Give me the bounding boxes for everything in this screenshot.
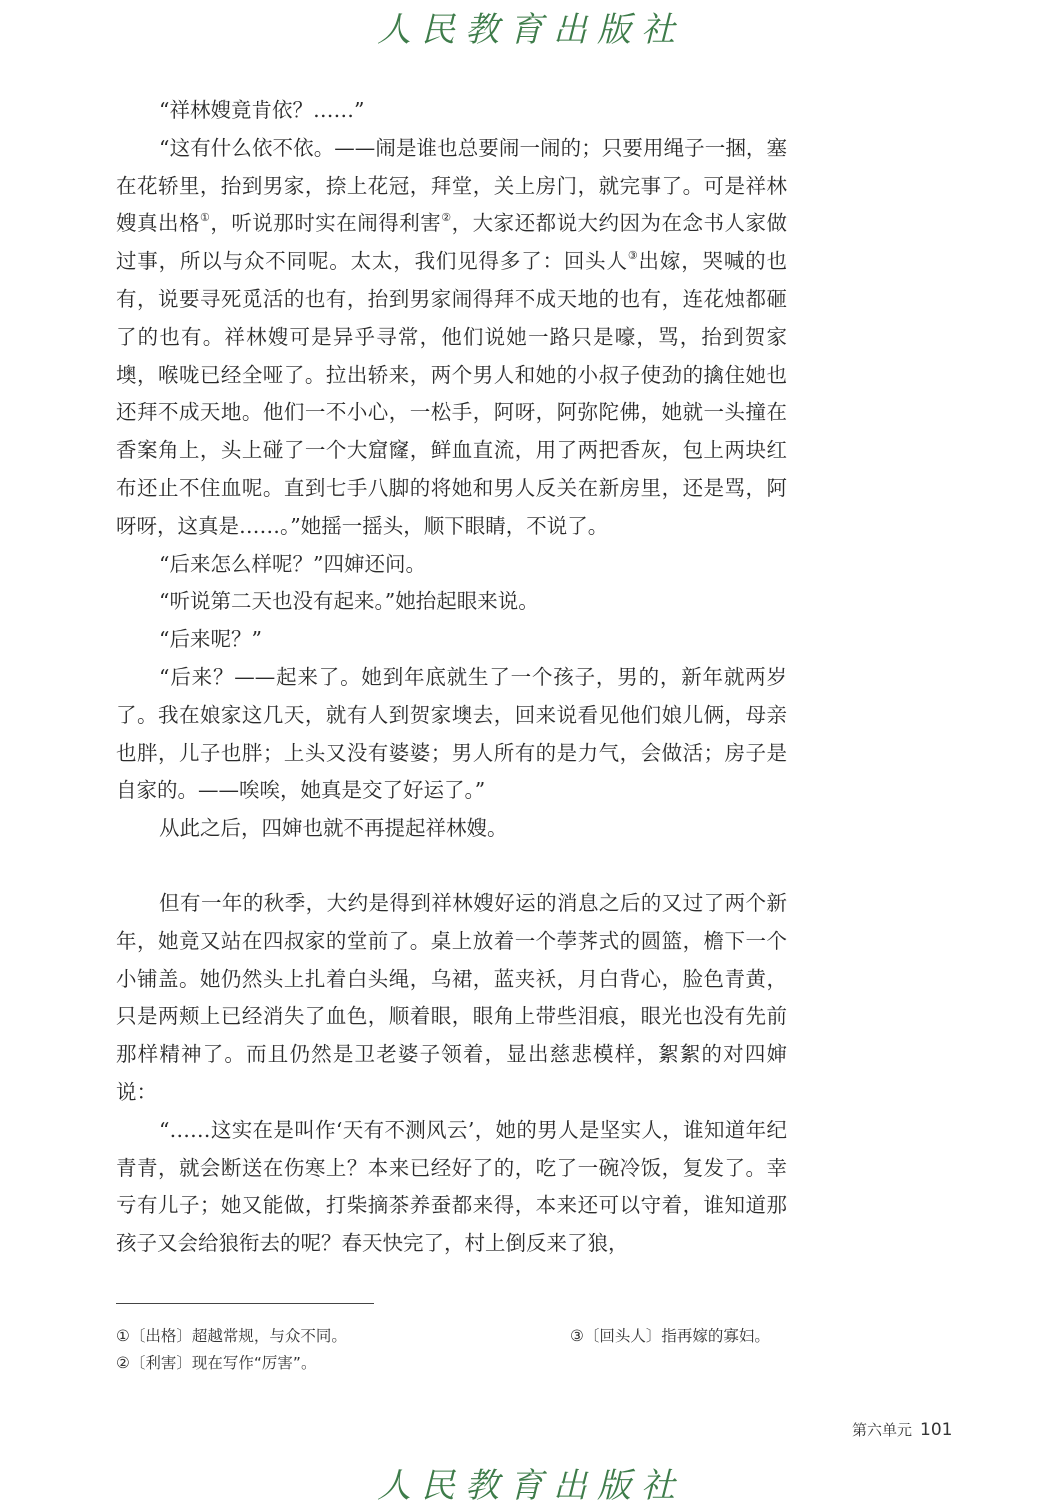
publisher-logo-bottom: 人民教育出版社 xyxy=(377,1466,685,1506)
paragraph: “祥林嫂竟肯依？……” xyxy=(159,98,365,122)
paragraph: 但有一年的秋季，大约是得到祥林嫂好运的消息之后的又过了两个新年，她竟又站在四叔家的堂前了。桌上放着一个荸荠式的圆篮，檐下一个小铺盖。她仍然头上扎着白头绳，乌裙，蓝夹袄，月白背心，脸色青黄，只是两颊上已经消失了血色，顺着眼，眼角上带些泪痕，眼光也没有先前那样精神了。而且仍然是卫老婆子领着，显出慈悲模样，絮絮的对四婶说： xyxy=(116,890,787,1104)
paragraph xyxy=(116,130,787,546)
paragraph-text: “这有什么依不依。——闹是谁也总要闹一闹的；只要用绳子一捆，塞在花轿里，抬到男家，捺上花冠，拜堂，关上房门，就完事了。可是祥林嫂真出格 xyxy=(116,135,787,236)
footnote-ref: ① xyxy=(199,211,211,225)
paragraph-text: ，大家还都说大约因为在念书人家做过事，所以与众不同呢。太太，我们见得多了：回头人 xyxy=(116,211,787,274)
paragraph: “……这实在是叫作‘天有不测风云’，她的男人是坚实人，谁知道年纪青青，就会断送在伤寒上？本来已经好了的，吃了一碗冷饭，复发了。幸亏有儿子；她又能做，打柴摘茶养蚕都来得，本来还可以守着，谁知道那孩子又会给狼衔去的呢？春天快完了，村上倒反来了狼， xyxy=(116,1117,787,1256)
page-number: 101 xyxy=(920,1420,953,1440)
paragraph: “后来怎么样呢？”四婶还问。 xyxy=(159,551,427,576)
paragraph: “后来呢？” xyxy=(159,627,263,652)
paragraph: “后来？——起来了。她到年底就生了一个孩子，男的，新年就两岁了。我在娘家这几天，就有人到贺家墺去，回来说看见他们娘儿俩，母亲也胖，儿子也胖；上头又没有婆婆；男人所有的是力气，会做活；房子是自家的。——唉唉，她真是交了好运了。” xyxy=(116,664,787,803)
unit-label: 第六单元 xyxy=(852,1421,913,1439)
page-footer xyxy=(852,1419,952,1440)
footnote: ①〔出格〕超越常规，与众不同。 xyxy=(116,1327,347,1345)
footnote: ③〔回头人〕指再嫁的寡妇。 xyxy=(570,1327,770,1345)
paragraph-text: 出嫁，哭喊的也有，说要寻死觅活的也有，抬到男家闹得拜不成天地的也有，连花烛都砸了的也有。祥林嫂可是异乎寻常，他们说她一路只是嚎，骂，抬到贺家墺，喉咙已经全哑了。拉出轿来，两个男人和她的小叔子使劲的擒住她也还拜不成天地。他们一不小心，一松手，阿呀，阿弥陀佛，她就一头撞在香案角上，头上碰了一个大窟窿，鲜血直流，用了两把香灰，包上两块红布还止不住血呢。直到七手八脚的将她和男人反关在新房里，还是骂，阿呀呀，这真是……。”她摇一摇头，顺下眼睛，不说了。 xyxy=(116,249,788,538)
footnote-divider xyxy=(116,1303,374,1304)
body-text xyxy=(116,92,787,1263)
footnote-ref: ③ xyxy=(627,249,639,263)
paragraph: “听说第二天也没有起来。”她抬起眼来说。 xyxy=(159,589,539,614)
footnote-ref: ② xyxy=(441,211,452,225)
paragraph: 从此之后，四婶也就不再提起祥林嫂。 xyxy=(159,816,508,841)
publisher-logo-top: 人民教育出版社 xyxy=(377,10,685,50)
paragraph-text: ，听说那时实在闹得利害 xyxy=(210,211,442,236)
footnote: ②〔利害〕现在写作“厉害”。 xyxy=(116,1354,317,1372)
